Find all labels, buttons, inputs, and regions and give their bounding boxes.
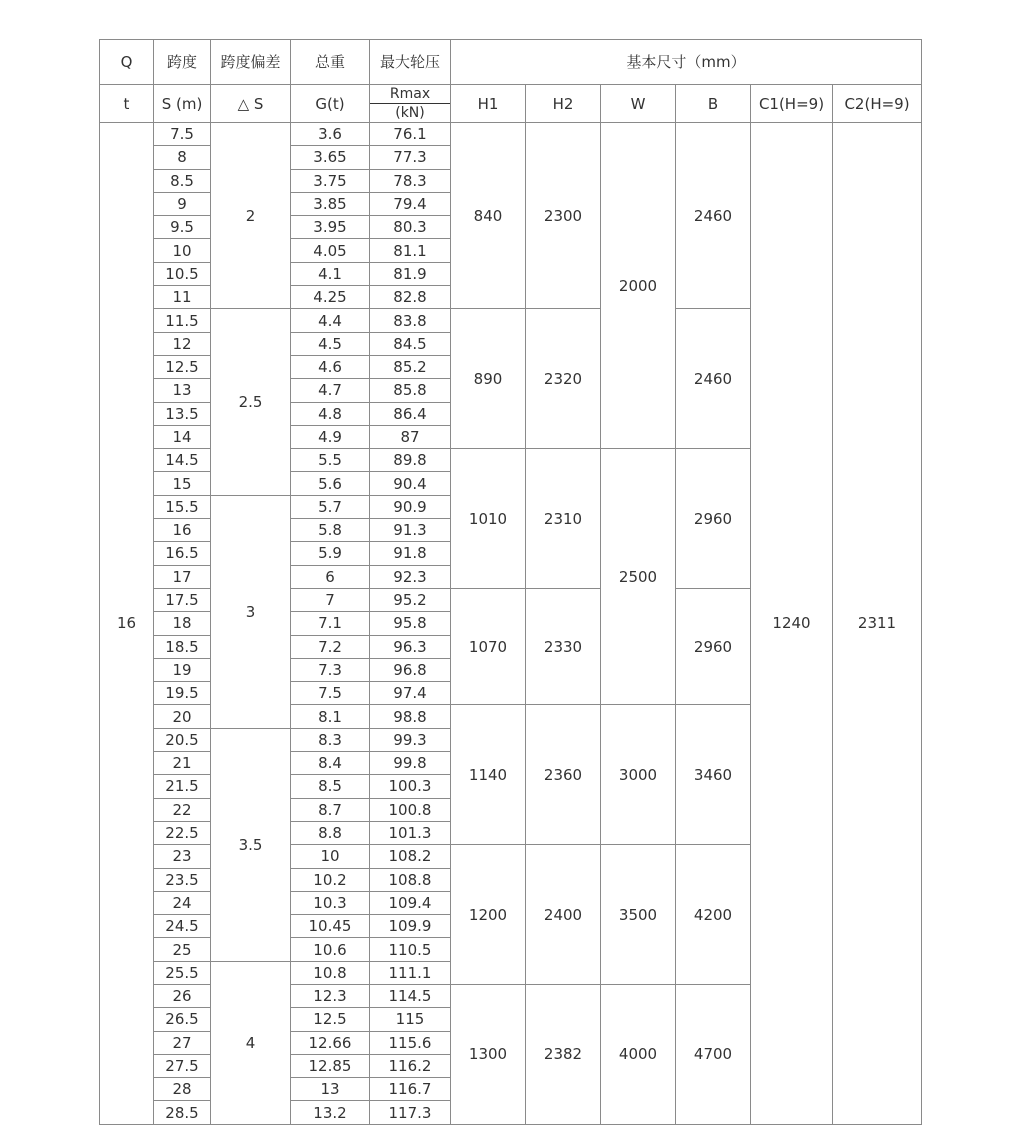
span-cell: 19.5 [154,682,211,705]
max-wheel-pressure-cell: 96.8 [370,658,451,681]
span-cell: 23 [154,845,211,868]
total-weight-cell: 5.5 [291,449,370,472]
max-wheel-pressure-cell: 76.1 [370,123,451,146]
header-basic-dimensions: 基本尺寸（mm） [451,40,922,85]
unit-rmax [370,85,451,123]
h1-cell: 1300 [451,984,526,1124]
total-weight-cell: 7 [291,588,370,611]
max-wheel-pressure-cell: 110.5 [370,938,451,961]
total-weight-cell: 4.9 [291,425,370,448]
max-wheel-pressure-cell: 114.5 [370,984,451,1007]
max-wheel-pressure-cell: 115 [370,1008,451,1031]
header-row [100,40,922,85]
b-cell: 3460 [676,705,751,845]
total-weight-cell: 8.3 [291,728,370,751]
total-weight-cell: 13.2 [291,1101,370,1124]
span-cell: 18 [154,612,211,635]
max-wheel-pressure-cell: 77.3 [370,146,451,169]
span-cell: 26 [154,984,211,1007]
unit-h1: H1 [451,85,526,123]
max-wheel-pressure-cell: 95.2 [370,588,451,611]
w-cell: 3000 [601,705,676,845]
header-total-weight: 总重 [291,40,370,85]
h1-cell: 1010 [451,449,526,589]
total-weight-cell: 7.2 [291,635,370,658]
w-cell: 2000 [601,123,676,449]
span-cell: 15.5 [154,495,211,518]
max-wheel-pressure-cell: 108.8 [370,868,451,891]
span-cell: 17 [154,565,211,588]
b-cell: 2960 [676,588,751,704]
max-wheel-pressure-cell: 109.9 [370,915,451,938]
span-cell: 18.5 [154,635,211,658]
unit-row [100,85,922,123]
total-weight-cell: 10.3 [291,891,370,914]
span-cell: 16 [154,519,211,542]
unit-t: t [100,85,154,123]
total-weight-cell: 5.6 [291,472,370,495]
total-weight-cell: 7.3 [291,658,370,681]
total-weight-cell: 3.75 [291,169,370,192]
total-weight-cell: 7.1 [291,612,370,635]
span-cell: 16.5 [154,542,211,565]
header-span: 跨度 [154,40,211,85]
unit-kn-label: (kN) [370,103,450,122]
max-wheel-pressure-cell: 96.3 [370,635,451,658]
span-cell: 10.5 [154,262,211,285]
total-weight-cell: 3.85 [291,192,370,215]
header-span-deviation: 跨度偏差 [211,40,291,85]
span-cell: 10 [154,239,211,262]
h2-cell: 2382 [526,984,601,1124]
max-wheel-pressure-cell: 81.9 [370,262,451,285]
span-cell: 8.5 [154,169,211,192]
total-weight-cell: 5.7 [291,495,370,518]
max-wheel-pressure-cell: 116.7 [370,1078,451,1101]
span-cell: 8 [154,146,211,169]
total-weight-cell: 10.6 [291,938,370,961]
max-wheel-pressure-cell: 100.3 [370,775,451,798]
unit-c1: C1(H=9) [751,85,833,123]
unit-h2: H2 [526,85,601,123]
span-cell: 7.5 [154,123,211,146]
total-weight-cell: 4.5 [291,332,370,355]
h2-cell: 2360 [526,705,601,845]
total-weight-cell: 10 [291,845,370,868]
span-cell: 19 [154,658,211,681]
total-weight-cell: 10.8 [291,961,370,984]
h2-cell: 2320 [526,309,601,449]
max-wheel-pressure-cell: 79.4 [370,192,451,215]
span-cell: 24.5 [154,915,211,938]
span-cell: 11.5 [154,309,211,332]
max-wheel-pressure-cell: 111.1 [370,961,451,984]
crane-spec-table [99,39,922,1125]
span-cell: 12.5 [154,355,211,378]
span-cell: 22 [154,798,211,821]
span-deviation-cell: 3 [211,495,291,728]
span-cell: 13.5 [154,402,211,425]
h1-cell: 890 [451,309,526,449]
max-wheel-pressure-cell: 95.8 [370,612,451,635]
total-weight-cell: 5.8 [291,519,370,542]
max-wheel-pressure-cell: 99.3 [370,728,451,751]
h1-cell: 840 [451,123,526,309]
total-weight-cell: 4.05 [291,239,370,262]
max-wheel-pressure-cell: 84.5 [370,332,451,355]
c1-cell: 1240 [751,123,833,1125]
h2-cell: 2310 [526,449,601,589]
total-weight-cell: 12.85 [291,1054,370,1077]
span-cell: 26.5 [154,1008,211,1031]
total-weight-cell: 8.5 [291,775,370,798]
total-weight-cell: 3.95 [291,216,370,239]
span-cell: 14.5 [154,449,211,472]
max-wheel-pressure-cell: 109.4 [370,891,451,914]
span-cell: 14 [154,425,211,448]
unit-w: W [601,85,676,123]
total-weight-cell: 7.5 [291,682,370,705]
max-wheel-pressure-cell: 116.2 [370,1054,451,1077]
span-cell: 28.5 [154,1101,211,1124]
span-cell: 27 [154,1031,211,1054]
max-wheel-pressure-cell: 85.2 [370,355,451,378]
max-wheel-pressure-cell: 81.1 [370,239,451,262]
max-wheel-pressure-cell: 85.8 [370,379,451,402]
max-wheel-pressure-cell: 108.2 [370,845,451,868]
b-cell: 4700 [676,984,751,1124]
h1-cell: 1200 [451,845,526,985]
total-weight-cell: 5.9 [291,542,370,565]
total-weight-cell: 4.8 [291,402,370,425]
max-wheel-pressure-cell: 117.3 [370,1101,451,1124]
b-cell: 2960 [676,449,751,589]
max-wheel-pressure-cell: 100.8 [370,798,451,821]
unit-b: B [676,85,751,123]
h1-cell: 1140 [451,705,526,845]
header-q: Q [100,40,154,85]
max-wheel-pressure-cell: 91.8 [370,542,451,565]
w-cell: 3500 [601,845,676,985]
max-wheel-pressure-cell: 91.3 [370,519,451,542]
total-weight-cell: 4.6 [291,355,370,378]
total-weight-cell: 10.45 [291,915,370,938]
span-deviation-cell: 2.5 [211,309,291,495]
span-cell: 27.5 [154,1054,211,1077]
w-cell: 4000 [601,984,676,1124]
span-cell: 15 [154,472,211,495]
total-weight-cell: 3.6 [291,123,370,146]
span-cell: 17.5 [154,588,211,611]
header-max-wheel-pressure: 最大轮压 [370,40,451,85]
span-deviation-cell: 4 [211,961,291,1124]
span-cell: 13 [154,379,211,402]
total-weight-cell: 3.65 [291,146,370,169]
max-wheel-pressure-cell: 87 [370,425,451,448]
span-cell: 24 [154,891,211,914]
span-cell: 21 [154,752,211,775]
span-deviation-cell: 3.5 [211,728,291,961]
span-deviation-cell: 2 [211,123,291,309]
total-weight-cell: 13 [291,1078,370,1101]
total-weight-cell: 8.7 [291,798,370,821]
span-cell: 9 [154,192,211,215]
max-wheel-pressure-cell: 97.4 [370,682,451,705]
unit-rmax-label: Rmax [389,86,431,102]
max-wheel-pressure-cell: 90.9 [370,495,451,518]
unit-s: S (m) [154,85,211,123]
total-weight-cell: 8.1 [291,705,370,728]
unit-g: G(t) [291,85,370,123]
span-cell: 25.5 [154,961,211,984]
max-wheel-pressure-cell: 80.3 [370,216,451,239]
total-weight-cell: 6 [291,565,370,588]
c2-cell: 2311 [833,123,922,1125]
w-cell: 2500 [601,449,676,705]
span-cell: 11 [154,286,211,309]
max-wheel-pressure-cell: 78.3 [370,169,451,192]
max-wheel-pressure-cell: 83.8 [370,309,451,332]
span-cell: 12 [154,332,211,355]
span-cell: 21.5 [154,775,211,798]
span-cell: 28 [154,1078,211,1101]
max-wheel-pressure-cell: 99.8 [370,752,451,775]
span-cell: 20.5 [154,728,211,751]
total-weight-cell: 4.7 [291,379,370,402]
b-cell: 2460 [676,309,751,449]
b-cell: 2460 [676,123,751,309]
total-weight-cell: 4.4 [291,309,370,332]
span-cell: 9.5 [154,216,211,239]
h2-cell: 2300 [526,123,601,309]
span-cell: 25 [154,938,211,961]
total-weight-cell: 12.5 [291,1008,370,1031]
total-weight-cell: 8.8 [291,821,370,844]
max-wheel-pressure-cell: 86.4 [370,402,451,425]
max-wheel-pressure-cell: 89.8 [370,449,451,472]
max-wheel-pressure-cell: 82.8 [370,286,451,309]
total-weight-cell: 4.1 [291,262,370,285]
max-wheel-pressure-cell: 92.3 [370,565,451,588]
table-row [100,123,922,146]
max-wheel-pressure-cell: 98.8 [370,705,451,728]
total-weight-cell: 8.4 [291,752,370,775]
total-weight-cell: 12.66 [291,1031,370,1054]
total-weight-cell: 10.2 [291,868,370,891]
max-wheel-pressure-cell: 115.6 [370,1031,451,1054]
h1-cell: 1070 [451,588,526,704]
h2-cell: 2400 [526,845,601,985]
unit-delta-s: △ S [211,85,291,123]
b-cell: 4200 [676,845,751,985]
max-wheel-pressure-cell: 90.4 [370,472,451,495]
max-wheel-pressure-cell: 101.3 [370,821,451,844]
capacity-cell: 16 [100,123,154,1125]
span-cell: 23.5 [154,868,211,891]
span-cell: 20 [154,705,211,728]
unit-c2: C2(H=9) [833,85,922,123]
total-weight-cell: 4.25 [291,286,370,309]
span-cell: 22.5 [154,821,211,844]
h2-cell: 2330 [526,588,601,704]
total-weight-cell: 12.3 [291,984,370,1007]
